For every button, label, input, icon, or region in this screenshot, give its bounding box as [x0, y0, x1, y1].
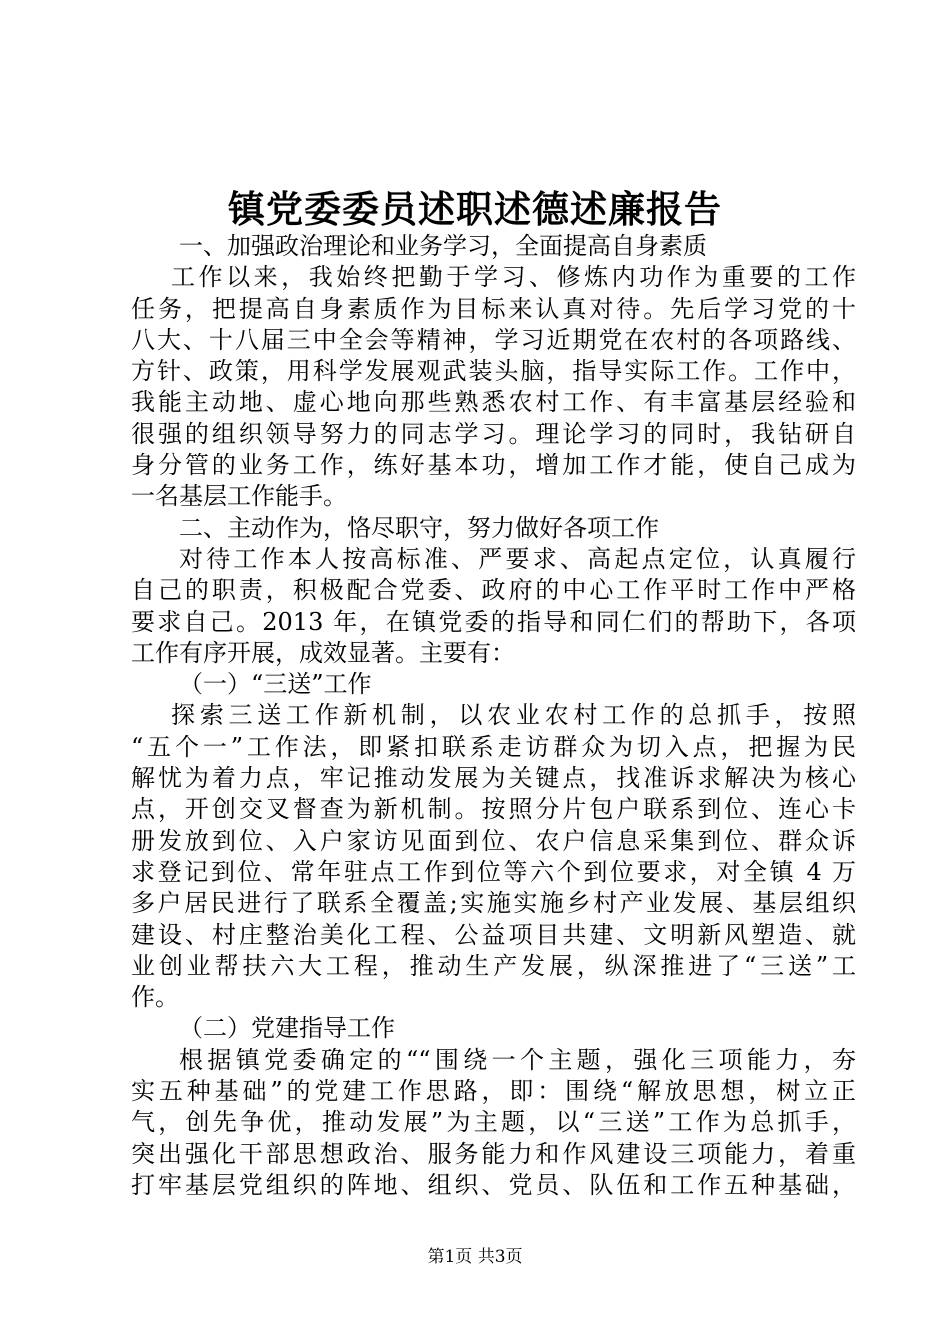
document-body — [131, 231, 856, 1201]
text-line: “五个一”工作法，即紧扣联系走访群众为切入点，把握为民 — [131, 732, 856, 761]
text-line: （一）“三送”工作 — [179, 670, 372, 699]
text-line: 作。 — [131, 983, 179, 1012]
text-line: 二、主动作为，恪尽职守，努力做好各项工作 — [179, 513, 659, 542]
text-line: 对待工作本人按高标准、严要求、高起点定位，认真履行 — [179, 544, 856, 573]
text-line: 求登记到位、常年驻点工作到位等六个到位要求，对全镇 4 万 — [131, 857, 856, 886]
text-line: 业创业帮扶六大工程，推动生产发展，纵深推进了“三送”工 — [131, 951, 856, 980]
text-line: 工作以来，我始终把勤于学习、修炼内功作为重要的工作 — [171, 263, 856, 292]
text-line: 任务，把提高自身素质作为目标来认真对待。先后学习党的十 — [131, 294, 856, 323]
text-line: 身分管的业务工作，练好基本功，增加工作才能，使自己成为 — [131, 451, 856, 480]
text-line: 自己的职责，积极配合党委、政府的中心工作平时工作中严格 — [131, 576, 856, 605]
text-line: 突出强化干部思想政治、服务能力和作风建设三项能力，着重 — [131, 1139, 856, 1168]
text-line: 多户居民进行了联系全覆盖;实施实施乡村产业发展、基层组织 — [131, 889, 856, 918]
document-title: 镇党委委员述职述德述廉报告 — [228, 187, 722, 231]
text-line: 一名基层工作能手。 — [131, 482, 347, 511]
text-line: 打牢基层党组织的阵地、组织、党员、队伍和工作五种基础， — [131, 1170, 856, 1199]
text-line: 实五种基础”的党建工作思路，即：围绕“解放思想，树立正 — [131, 1077, 856, 1106]
page-footer: 第1页 共3页 — [427, 1247, 523, 1267]
text-line: 气，创先争优，推动发展”为主题，以“三送”工作为总抓手， — [131, 1108, 856, 1137]
text-line: 八大、十八届三中全会等精神，学习近期党在农村的各项路线、 — [131, 325, 856, 354]
text-line: 我能主动地、虚心地向那些熟悉农村工作、有丰富基层经验和 — [131, 388, 856, 417]
text-line: 册发放到位、入户家访见面到位、农户信息采集到位、群众诉 — [131, 826, 856, 855]
text-line: 探索三送工作新机制，以农业农村工作的总抓手，按照 — [171, 701, 856, 730]
text-line: 一、加强政治理论和业务学习，全面提高自身素质 — [179, 232, 707, 260]
text-line: （二）党建指导工作 — [179, 1014, 395, 1043]
text-line: 根据镇党委确定的““围绕一个主题，强化三项能力，夯 — [179, 1045, 856, 1074]
text-line: 解忧为着力点，牢记推动发展为关键点，找准诉求解决为核心 — [131, 764, 856, 793]
text-line: 方针、政策，用科学发展观武装头脑，指导实际工作。工作中， — [131, 357, 856, 386]
text-line: 要求自己。2013 年，在镇党委的指导和同仁们的帮助下，各项 — [131, 607, 856, 636]
text-line: 点，开创交叉督查为新机制。按照分片包户联系到位、连心卡 — [131, 795, 856, 824]
text-line: 建设、村庄整治美化工程、公益项目共建、文明新风塑造、就 — [131, 920, 856, 949]
text-line: 很强的组织领导努力的同志学习。理论学习的同时，我钻研自 — [131, 419, 856, 448]
text-line: 工作有序开展，成效显著。主要有： — [131, 638, 515, 667]
